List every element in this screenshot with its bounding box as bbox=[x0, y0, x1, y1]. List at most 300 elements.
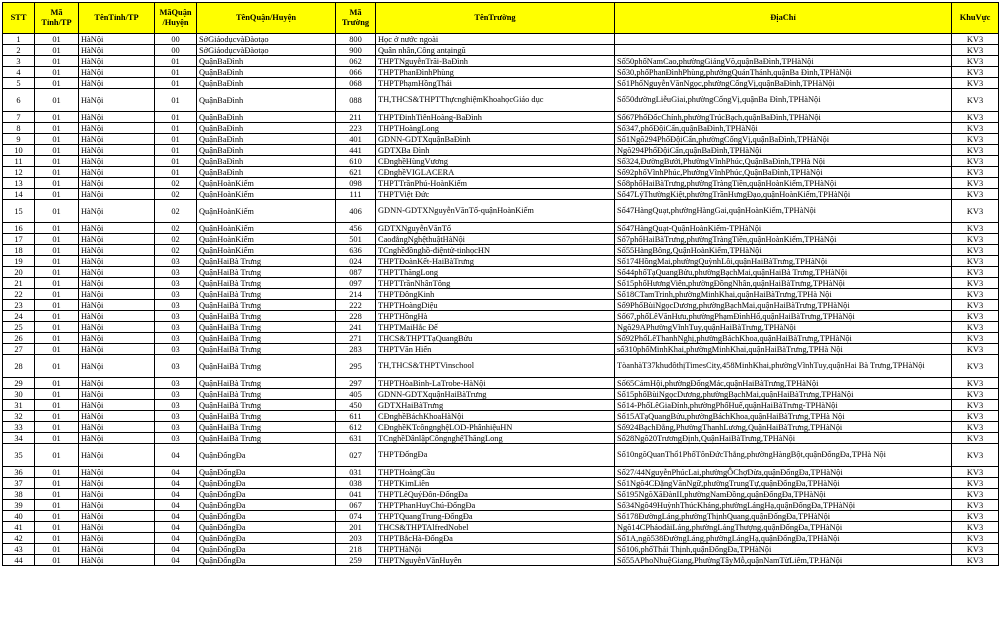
cell-ten-tinh: HàNội bbox=[79, 411, 155, 422]
cell-ma-truong: 211 bbox=[336, 112, 376, 123]
cell-ma-tinh: 01 bbox=[35, 478, 79, 489]
table-row bbox=[3, 45, 999, 56]
cell-stt: 29 bbox=[3, 378, 35, 389]
cell-stt: 21 bbox=[3, 278, 35, 289]
cell-ma-tinh: 01 bbox=[35, 34, 79, 45]
cell-ten-tinh: HàNội bbox=[79, 67, 155, 78]
cell-khu-vuc: KV3 bbox=[952, 300, 999, 311]
cell-ten-truong: THPTĐốngĐa bbox=[376, 444, 615, 467]
cell-ten-quan: QuậnĐốngĐa bbox=[197, 478, 336, 489]
cell-ten-quan: QuậnHaiBà Trưng bbox=[197, 378, 336, 389]
header-ma-tinh: Mã Tỉnh/TP bbox=[35, 3, 79, 34]
cell-dia-chi: số310phốMinhKhai,phườngMinhKhai,quậnHaiBàTrưng,TPHà Nội bbox=[615, 344, 952, 355]
cell-ma-truong: 800 bbox=[336, 34, 376, 45]
cell-ma-quan: 04 bbox=[155, 500, 197, 511]
cell-ma-quan: 00 bbox=[155, 45, 197, 56]
cell-ma-tinh: 01 bbox=[35, 234, 79, 245]
cell-ma-truong: 027 bbox=[336, 444, 376, 467]
cell-ten-tinh: HàNội bbox=[79, 322, 155, 333]
cell-khu-vuc: KV3 bbox=[952, 289, 999, 300]
school-table bbox=[2, 2, 999, 566]
cell-ten-truong: THCS&THPTTạQuangBửu bbox=[376, 333, 615, 344]
cell-stt: 34 bbox=[3, 433, 35, 444]
cell-ten-tinh: HàNội bbox=[79, 522, 155, 533]
cell-dia-chi: TòanhàT37khuđôthịTimesCity,458MinhKhai,phườngVĩnhTuy,quậnHai Bà Trưng,TPHàNội bbox=[615, 355, 952, 378]
cell-dia-chi: Số15ATạQuangBửu,phườngBáchKhoa,quậnHaiBàTrưng,TPHà Nội bbox=[615, 411, 952, 422]
cell-ma-quan: 01 bbox=[155, 123, 197, 134]
cell-ten-tinh: HàNội bbox=[79, 289, 155, 300]
cell-dia-chi: Số27/44NguyễnPhúcLai,phườngÔChợDừa,quậnĐốngĐa,TPHàNội bbox=[615, 467, 952, 478]
table-row bbox=[3, 200, 999, 223]
cell-ten-truong: THPTNguyễnTrãi-BaĐình bbox=[376, 56, 615, 67]
cell-ma-truong: 441 bbox=[336, 145, 376, 156]
header-ma-quan: MãQuận /Huyện bbox=[155, 3, 197, 34]
cell-ten-quan: QuậnHaiBà Trưng bbox=[197, 300, 336, 311]
cell-ten-truong: THPTMaiHắc Đế bbox=[376, 322, 615, 333]
cell-ten-tinh: HàNội bbox=[79, 500, 155, 511]
cell-ma-tinh: 01 bbox=[35, 67, 79, 78]
cell-ma-quan: 04 bbox=[155, 555, 197, 566]
cell-ten-truong: THPTHoàngLong bbox=[376, 123, 615, 134]
table-row bbox=[3, 311, 999, 322]
cell-stt: 20 bbox=[3, 267, 35, 278]
cell-dia-chi: Số67,phốLêVănHưu,phườngPhạmĐìnhHổ,quậnHaiBàTrưng,TPHàNội bbox=[615, 311, 952, 322]
cell-ma-truong: 228 bbox=[336, 311, 376, 322]
cell-stt: 12 bbox=[3, 167, 35, 178]
cell-dia-chi: Số34Ngõ49HuỳnhThúcKháng,phườngLángHạ,quậnĐốngĐa,TPHàNội bbox=[615, 500, 952, 511]
cell-stt: 2 bbox=[3, 45, 35, 56]
cell-ten-quan: QuậnHaiBà Trưng bbox=[197, 389, 336, 400]
table-row bbox=[3, 156, 999, 167]
cell-stt: 3 bbox=[3, 56, 35, 67]
cell-ma-truong: 098 bbox=[336, 178, 376, 189]
cell-khu-vuc: KV3 bbox=[952, 500, 999, 511]
cell-dia-chi: Số47HàngQuạt,phườngHàngGai,quậnHoànKiếm,TPHàNội bbox=[615, 200, 952, 223]
cell-ma-tinh: 01 bbox=[35, 533, 79, 544]
cell-khu-vuc: KV3 bbox=[952, 422, 999, 433]
cell-ten-tinh: HàNội bbox=[79, 544, 155, 555]
cell-ma-tinh: 01 bbox=[35, 267, 79, 278]
cell-khu-vuc: KV3 bbox=[952, 156, 999, 167]
cell-ma-tinh: 01 bbox=[35, 300, 79, 311]
cell-stt: 17 bbox=[3, 234, 35, 245]
cell-ten-quan: QuậnĐốngĐa bbox=[197, 444, 336, 467]
cell-ten-truong: CĐnghềKTcôngnghệLOD-PhânhiệuHN bbox=[376, 422, 615, 433]
cell-dia-chi: Số47HàngQuạt-QuậnHoànKiếm-TPHàNội bbox=[615, 223, 952, 234]
table-row bbox=[3, 489, 999, 500]
cell-ma-quan: 02 bbox=[155, 234, 197, 245]
cell-ten-tinh: HàNội bbox=[79, 189, 155, 200]
cell-ten-truong: TH,THCS&THPTThựcnghiệmKhoahọcGiáo dục bbox=[376, 89, 615, 112]
cell-ma-tinh: 01 bbox=[35, 544, 79, 555]
cell-ten-tinh: HàNội bbox=[79, 200, 155, 223]
cell-khu-vuc: KV3 bbox=[952, 478, 999, 489]
table-row bbox=[3, 123, 999, 134]
cell-stt: 31 bbox=[3, 400, 35, 411]
cell-ten-tinh: HàNội bbox=[79, 89, 155, 112]
table-row bbox=[3, 267, 999, 278]
cell-ten-quan: QuậnĐốngĐa bbox=[197, 500, 336, 511]
cell-ma-quan: 04 bbox=[155, 489, 197, 500]
cell-ma-truong: 456 bbox=[336, 223, 376, 234]
table-row bbox=[3, 422, 999, 433]
cell-ma-quan: 04 bbox=[155, 533, 197, 544]
cell-ten-tinh: HàNội bbox=[79, 45, 155, 56]
cell-ma-quan: 03 bbox=[155, 378, 197, 389]
cell-ma-truong: 900 bbox=[336, 45, 376, 56]
cell-ma-tinh: 01 bbox=[35, 134, 79, 145]
cell-ten-truong: THPTTrầnNhânTông bbox=[376, 278, 615, 289]
cell-ma-quan: 01 bbox=[155, 112, 197, 123]
cell-ma-truong: 241 bbox=[336, 322, 376, 333]
cell-ten-quan: QuậnBaĐình bbox=[197, 167, 336, 178]
cell-ten-tinh: HàNội bbox=[79, 333, 155, 344]
table-row bbox=[3, 56, 999, 67]
cell-ma-quan: 03 bbox=[155, 300, 197, 311]
table-row bbox=[3, 411, 999, 422]
cell-ten-tinh: HàNội bbox=[79, 355, 155, 378]
table-row bbox=[3, 112, 999, 123]
cell-ten-truong: GDNN-GDTXNguyễnVănTố-quậnHoànKiếm bbox=[376, 200, 615, 223]
table-row bbox=[3, 134, 999, 145]
cell-ma-tinh: 01 bbox=[35, 178, 79, 189]
cell-ma-truong: 041 bbox=[336, 489, 376, 500]
cell-ten-quan: QuậnHoànKiếm bbox=[197, 223, 336, 234]
cell-dia-chi bbox=[615, 34, 952, 45]
table-row bbox=[3, 467, 999, 478]
cell-ten-truong: CĐnghềVIGLACERA bbox=[376, 167, 615, 178]
cell-ten-tinh: HàNội bbox=[79, 533, 155, 544]
table-row bbox=[3, 167, 999, 178]
cell-ma-tinh: 01 bbox=[35, 389, 79, 400]
cell-ma-truong: 203 bbox=[336, 533, 376, 544]
cell-khu-vuc: KV3 bbox=[952, 34, 999, 45]
cell-ma-tinh: 01 bbox=[35, 289, 79, 300]
cell-ma-tinh: 01 bbox=[35, 78, 79, 89]
cell-ma-truong: 259 bbox=[336, 555, 376, 566]
cell-stt: 16 bbox=[3, 223, 35, 234]
cell-stt: 19 bbox=[3, 256, 35, 267]
cell-ma-tinh: 01 bbox=[35, 422, 79, 433]
cell-ma-tinh: 01 bbox=[35, 555, 79, 566]
cell-khu-vuc: KV3 bbox=[952, 433, 999, 444]
cell-ma-truong: 283 bbox=[336, 344, 376, 355]
cell-ma-truong: 223 bbox=[336, 123, 376, 134]
cell-ma-quan: 03 bbox=[155, 278, 197, 289]
cell-ma-truong: 031 bbox=[336, 467, 376, 478]
cell-ten-tinh: HàNội bbox=[79, 400, 155, 411]
cell-dia-chi: Số44phốTạQuangBửu,phườngBạchMai,quậnHaiBà Trưng,TPHàNội bbox=[615, 267, 952, 278]
cell-ma-truong: 295 bbox=[336, 355, 376, 378]
cell-ten-truong: GDNN-GDTXquậnBaĐình bbox=[376, 134, 615, 145]
cell-ten-truong: THPTQuangTrung-ĐốngĐa bbox=[376, 511, 615, 522]
cell-dia-chi: Số50đườngLiễuGiai,phườngCốngVị,quậnBa Đình,TPHàNội bbox=[615, 89, 952, 112]
cell-stt: 6 bbox=[3, 89, 35, 112]
cell-stt: 18 bbox=[3, 245, 35, 256]
cell-ten-tinh: HàNội bbox=[79, 178, 155, 189]
cell-ten-truong: Học ở nước ngoài bbox=[376, 34, 615, 45]
cell-dia-chi: Số1Ngõ4CĐặngVănNgữ,phườngTrungTự,quậnĐốngĐa,TPHàNội bbox=[615, 478, 952, 489]
table-row bbox=[3, 189, 999, 200]
cell-khu-vuc: KV3 bbox=[952, 123, 999, 134]
cell-stt: 14 bbox=[3, 189, 35, 200]
cell-dia-chi: Số67PhốĐốcChính,phườngTrúcBạch,quậnBaĐình,TPHàNội bbox=[615, 112, 952, 123]
table-row bbox=[3, 500, 999, 511]
cell-ma-tinh: 01 bbox=[35, 311, 79, 322]
cell-ma-quan: 01 bbox=[155, 67, 197, 78]
cell-ten-quan: QuậnĐốngĐa bbox=[197, 533, 336, 544]
cell-ten-tinh: HàNội bbox=[79, 245, 155, 256]
cell-dia-chi: Số15phốBùiNgọcDương,phườngBạchMai,quậnHaiBàTrưng,TPHàNội bbox=[615, 389, 952, 400]
cell-ma-truong: 074 bbox=[336, 511, 376, 522]
cell-ten-truong: THPTPhanHuyChú-ĐốngĐa bbox=[376, 500, 615, 511]
cell-khu-vuc: KV3 bbox=[952, 56, 999, 67]
cell-dia-chi: Số106,phốThái Thịnh,quậnĐốngĐa,TPHàNội bbox=[615, 544, 952, 555]
cell-khu-vuc: KV3 bbox=[952, 444, 999, 467]
header-khu-vuc: KhuVực bbox=[952, 3, 999, 34]
cell-khu-vuc: KV3 bbox=[952, 112, 999, 123]
cell-ten-quan: QuậnHaiBà Trưng bbox=[197, 355, 336, 378]
cell-ten-tinh: HàNội bbox=[79, 555, 155, 566]
cell-ma-truong: 501 bbox=[336, 234, 376, 245]
cell-ten-tinh: HàNội bbox=[79, 478, 155, 489]
table-row bbox=[3, 178, 999, 189]
cell-stt: 32 bbox=[3, 411, 35, 422]
cell-ma-quan: 04 bbox=[155, 478, 197, 489]
table-row bbox=[3, 444, 999, 467]
cell-dia-chi: Số92PhốLêThanhNghị,phườngBáchKhoa,quậnHaiBàTrưng,TPHàNội bbox=[615, 333, 952, 344]
cell-ten-truong: TCnghềđồnghồ-điệntử-tinhọcHN bbox=[376, 245, 615, 256]
cell-dia-chi: Ngõ29APhườngVĩnhTuy,quậnHaiBàTrưng,TPHàNội bbox=[615, 322, 952, 333]
header-dia-chi: ĐịaChỉ bbox=[615, 3, 952, 34]
cell-stt: 40 bbox=[3, 511, 35, 522]
cell-ten-truong: GDTXBa Đình bbox=[376, 145, 615, 156]
cell-ten-tinh: HàNội bbox=[79, 389, 155, 400]
cell-ten-quan: QuậnHaiBà Trưng bbox=[197, 433, 336, 444]
table-row bbox=[3, 544, 999, 555]
table-row bbox=[3, 223, 999, 234]
cell-ma-truong: 087 bbox=[336, 267, 376, 278]
cell-ma-quan: 03 bbox=[155, 411, 197, 422]
cell-ten-quan: QuậnBaĐình bbox=[197, 145, 336, 156]
cell-ma-quan: 04 bbox=[155, 467, 197, 478]
cell-ma-quan: 03 bbox=[155, 256, 197, 267]
cell-ma-quan: 03 bbox=[155, 311, 197, 322]
cell-khu-vuc: KV3 bbox=[952, 234, 999, 245]
cell-ma-tinh: 01 bbox=[35, 200, 79, 223]
cell-khu-vuc: KV3 bbox=[952, 555, 999, 566]
cell-ma-truong: 097 bbox=[336, 278, 376, 289]
table-row bbox=[3, 511, 999, 522]
cell-ten-truong: THPTHòaBình-LaTrobe-HàNội bbox=[376, 378, 615, 389]
cell-stt: 8 bbox=[3, 123, 35, 134]
cell-ten-truong: THPTPhạmHồngThái bbox=[376, 78, 615, 89]
cell-dia-chi: Số14-PhốLêGiaĐỉnh,phườngPhốHuế,quậnHaiBàTrưng-TPHàNội bbox=[615, 400, 952, 411]
cell-dia-chi: Số28Ngõ20TrươngĐịnh,QuậnHaiBàTrưng,TPHàNội bbox=[615, 433, 952, 444]
cell-ten-truong: TH,THCS&THPTVinschool bbox=[376, 355, 615, 378]
cell-dia-chi: Ngõ14CPháođàiLáng,phườngLángThượng,quậnĐốngĐa,TPHàNội bbox=[615, 522, 952, 533]
table-row bbox=[3, 67, 999, 78]
cell-ten-tinh: HàNội bbox=[79, 311, 155, 322]
cell-dia-chi: Số18CTamTrinh,phườngMinhKhai,quậnHaiBàTrưng,TPHà Nội bbox=[615, 289, 952, 300]
cell-ten-quan: QuậnHoànKiếm bbox=[197, 178, 336, 189]
cell-ten-quan: QuậnHaiBà Trưng bbox=[197, 422, 336, 433]
cell-ten-quan: QuậnHaiBà Trưng bbox=[197, 267, 336, 278]
cell-stt: 37 bbox=[3, 478, 35, 489]
cell-ten-tinh: HàNội bbox=[79, 78, 155, 89]
cell-ma-quan: 03 bbox=[155, 355, 197, 378]
cell-ma-quan: 02 bbox=[155, 200, 197, 223]
cell-stt: 38 bbox=[3, 489, 35, 500]
cell-khu-vuc: KV3 bbox=[952, 544, 999, 555]
cell-ten-quan: QuậnHaiBà Trưng bbox=[197, 289, 336, 300]
cell-khu-vuc: KV3 bbox=[952, 178, 999, 189]
cell-ten-truong: THPTVăn Hiến bbox=[376, 344, 615, 355]
cell-stt: 11 bbox=[3, 156, 35, 167]
cell-stt: 43 bbox=[3, 544, 35, 555]
cell-ma-truong: 405 bbox=[336, 389, 376, 400]
cell-ma-quan: 03 bbox=[155, 389, 197, 400]
cell-ten-quan: QuậnHaiBà Trưng bbox=[197, 278, 336, 289]
cell-stt: 5 bbox=[3, 78, 35, 89]
table-row bbox=[3, 378, 999, 389]
cell-ten-quan: QuậnHoànKiếm bbox=[197, 189, 336, 200]
cell-khu-vuc: KV3 bbox=[952, 256, 999, 267]
cell-ma-quan: 02 bbox=[155, 223, 197, 234]
cell-ma-quan: 03 bbox=[155, 267, 197, 278]
table-row bbox=[3, 555, 999, 566]
cell-ma-tinh: 01 bbox=[35, 278, 79, 289]
cell-ma-quan: 03 bbox=[155, 400, 197, 411]
cell-ma-tinh: 01 bbox=[35, 467, 79, 478]
table-row bbox=[3, 34, 999, 45]
cell-khu-vuc: KV3 bbox=[952, 67, 999, 78]
cell-ten-truong: THPTHoàngCầu bbox=[376, 467, 615, 478]
cell-stt: 25 bbox=[3, 322, 35, 333]
cell-ten-truong: THPTHoàngDiệu bbox=[376, 300, 615, 311]
cell-ten-truong: THPTĐôngKinh bbox=[376, 289, 615, 300]
cell-ma-quan: 00 bbox=[155, 34, 197, 45]
cell-dia-chi: Số10ngõQuanThổ1PhốTônĐứcThắng,phườngHàngBột,quậnĐốngĐa,TPHà Nội bbox=[615, 444, 952, 467]
cell-ten-quan: QuậnBaĐình bbox=[197, 156, 336, 167]
cell-ma-truong: 611 bbox=[336, 411, 376, 422]
cell-ma-truong: 297 bbox=[336, 378, 376, 389]
table-row bbox=[3, 300, 999, 311]
cell-ma-truong: 088 bbox=[336, 89, 376, 112]
cell-stt: 28 bbox=[3, 355, 35, 378]
table-row bbox=[3, 344, 999, 355]
cell-stt: 4 bbox=[3, 67, 35, 78]
cell-ma-quan: 04 bbox=[155, 511, 197, 522]
cell-ma-truong: 111 bbox=[336, 189, 376, 200]
cell-ma-tinh: 01 bbox=[35, 333, 79, 344]
cell-ten-quan: QuậnĐốngĐa bbox=[197, 467, 336, 478]
cell-dia-chi: Số50phốNamCao,phườngGiảngVõ,quậnBaĐình,TPHàNội bbox=[615, 56, 952, 67]
cell-khu-vuc: KV3 bbox=[952, 411, 999, 422]
table-row bbox=[3, 522, 999, 533]
cell-ten-quan: QuậnHoànKiếm bbox=[197, 245, 336, 256]
cell-ma-tinh: 01 bbox=[35, 112, 79, 123]
cell-ten-tinh: HàNội bbox=[79, 433, 155, 444]
header-row bbox=[3, 3, 999, 34]
cell-ma-truong: 201 bbox=[336, 522, 376, 533]
cell-ma-truong: 631 bbox=[336, 433, 376, 444]
cell-ten-truong: THCS&THPTAlfredNobel bbox=[376, 522, 615, 533]
cell-dia-chi: Số92phốVĩnhPhúc,PhườngVĩnhPhúc,QuậnBaĐình,TPHàNội bbox=[615, 167, 952, 178]
cell-khu-vuc: KV3 bbox=[952, 200, 999, 223]
cell-khu-vuc: KV3 bbox=[952, 167, 999, 178]
cell-ten-tinh: HàNội bbox=[79, 256, 155, 267]
cell-ten-quan: QuậnHaiBà Trưng bbox=[197, 256, 336, 267]
cell-ten-tinh: HàNội bbox=[79, 34, 155, 45]
table-row bbox=[3, 289, 999, 300]
table-row bbox=[3, 533, 999, 544]
table-row bbox=[3, 333, 999, 344]
cell-khu-vuc: KV3 bbox=[952, 145, 999, 156]
cell-ten-quan: QuậnBaĐình bbox=[197, 123, 336, 134]
cell-ma-quan: 01 bbox=[155, 89, 197, 112]
cell-ma-quan: 03 bbox=[155, 289, 197, 300]
cell-ma-truong: 621 bbox=[336, 167, 376, 178]
cell-ten-tinh: HàNội bbox=[79, 223, 155, 234]
cell-ten-tinh: HàNội bbox=[79, 112, 155, 123]
cell-khu-vuc: KV3 bbox=[952, 344, 999, 355]
cell-khu-vuc: KV3 bbox=[952, 245, 999, 256]
cell-dia-chi: Số174HồngMai,phườngQuỳnhLôi,quậnHaiBàTrưng,TPHàNội bbox=[615, 256, 952, 267]
cell-ma-tinh: 01 bbox=[35, 355, 79, 378]
cell-khu-vuc: KV3 bbox=[952, 400, 999, 411]
cell-ten-tinh: HàNội bbox=[79, 156, 155, 167]
cell-stt: 27 bbox=[3, 344, 35, 355]
cell-khu-vuc: KV3 bbox=[952, 78, 999, 89]
cell-dia-chi: Số178ĐườngLáng,phườngThịnhQuang,quậnĐốngĐa,TPHàNội bbox=[615, 511, 952, 522]
cell-stt: 41 bbox=[3, 522, 35, 533]
cell-ma-tinh: 01 bbox=[35, 145, 79, 156]
cell-ten-tinh: HàNội bbox=[79, 378, 155, 389]
cell-ma-truong: 271 bbox=[336, 333, 376, 344]
cell-ma-truong: 401 bbox=[336, 134, 376, 145]
cell-khu-vuc: KV3 bbox=[952, 189, 999, 200]
cell-ma-quan: 04 bbox=[155, 544, 197, 555]
cell-dia-chi: Ngõ294PhốĐộiCấn,quậnBaĐình,TPHàNội bbox=[615, 145, 952, 156]
cell-ma-quan: 01 bbox=[155, 134, 197, 145]
cell-ma-tinh: 01 bbox=[35, 344, 79, 355]
cell-ten-quan: QuậnHaiBà Trưng bbox=[197, 344, 336, 355]
cell-ma-quan: 01 bbox=[155, 56, 197, 67]
cell-ten-quan: QuậnBaĐình bbox=[197, 56, 336, 67]
cell-dia-chi: Số8phốHaiBàTrưng,phườngTràngTiền,quậnHoànKiếm,TPHàNội bbox=[615, 178, 952, 189]
cell-stt: 22 bbox=[3, 289, 35, 300]
cell-ma-tinh: 01 bbox=[35, 189, 79, 200]
cell-ma-tinh: 01 bbox=[35, 444, 79, 467]
table-row bbox=[3, 89, 999, 112]
cell-ma-tinh: 01 bbox=[35, 489, 79, 500]
cell-ma-quan: 01 bbox=[155, 145, 197, 156]
cell-ten-quan: QuậnHaiBà Trưng bbox=[197, 322, 336, 333]
cell-ma-tinh: 01 bbox=[35, 433, 79, 444]
cell-khu-vuc: KV3 bbox=[952, 378, 999, 389]
table-row bbox=[3, 389, 999, 400]
cell-ten-quan: QuậnĐốngĐa bbox=[197, 489, 336, 500]
cell-ten-tinh: HàNội bbox=[79, 511, 155, 522]
cell-khu-vuc: KV3 bbox=[952, 134, 999, 145]
cell-ma-quan: 01 bbox=[155, 156, 197, 167]
cell-ma-quan: 03 bbox=[155, 422, 197, 433]
cell-ten-tinh: HàNội bbox=[79, 167, 155, 178]
table-row bbox=[3, 256, 999, 267]
cell-ten-truong: THPTViệt Đức bbox=[376, 189, 615, 200]
table-body bbox=[3, 34, 999, 566]
